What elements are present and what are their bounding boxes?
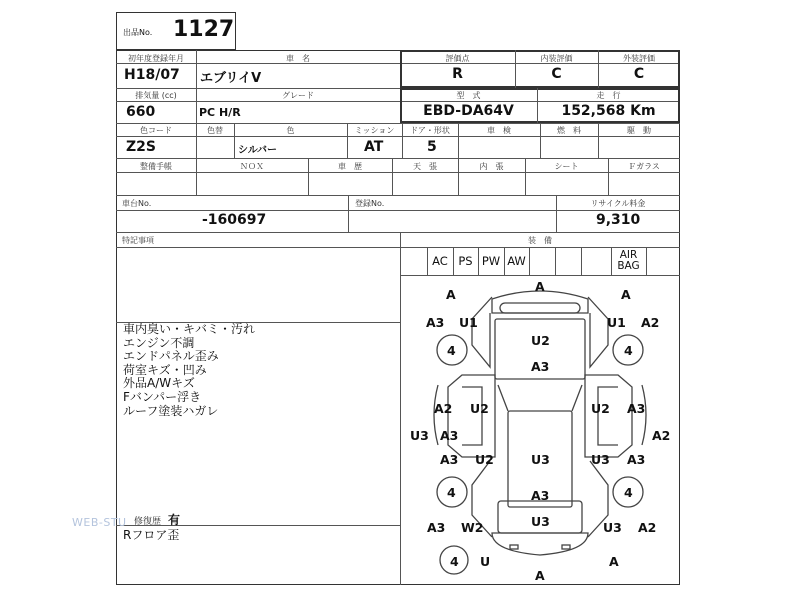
recycle-label: リサイクル料金: [590, 199, 646, 208]
color-code-label: 色コード: [140, 126, 172, 135]
right-front-fender: [588, 297, 608, 367]
repair-history-label: 修復歴: [134, 517, 162, 527]
damage-mark: A3: [531, 488, 550, 503]
damage-mark: A3: [627, 401, 646, 416]
doors-value: 5: [427, 139, 437, 155]
right-side-lines: [598, 387, 618, 445]
lot-number: 1127: [173, 17, 235, 42]
damage-mark: A: [609, 554, 619, 569]
note-line: エンドパネル歪み: [123, 349, 219, 364]
damage-mark: A: [621, 287, 631, 302]
model-label: 型 式: [456, 91, 481, 100]
fuel-label: 燃 料: [557, 126, 581, 135]
grade-value: PC H/R: [199, 106, 241, 119]
damage-mark: A3: [531, 359, 550, 374]
equip-airbag: AIR BAG: [617, 249, 640, 272]
damage-mark: A: [535, 568, 545, 583]
repair-history-value: 有: [168, 513, 181, 527]
color-change-label: 色替: [207, 126, 223, 135]
mileage-value: 152,568 Km: [561, 103, 656, 119]
transmission-value: AT: [364, 139, 384, 155]
seat-label: シート: [554, 162, 579, 171]
equipment-label: 装 備: [528, 236, 552, 245]
damage-mark: A3: [427, 520, 446, 535]
damage-mark: U3: [591, 452, 610, 467]
reg-no-label: 登録No.: [355, 199, 385, 208]
front-grille: [500, 303, 580, 313]
damage-mark: A: [535, 279, 545, 294]
damage-mark: 4: [624, 485, 633, 500]
chassis-label: 車台No.: [122, 199, 152, 208]
damage-mark: U3: [531, 452, 550, 467]
notes-list: [123, 323, 255, 418]
rating-value: R: [452, 66, 463, 82]
damage-mark: A2: [434, 401, 453, 416]
doors-label: ドア・形状: [410, 126, 450, 135]
lot-label: 出品No.: [123, 28, 153, 37]
damage-mark: A3: [440, 428, 459, 443]
equip-ac: AC: [432, 254, 448, 268]
year-label: 初年度登録年月: [128, 54, 184, 63]
damage-mark: U2: [531, 333, 550, 348]
damage-mark: W2: [461, 520, 484, 535]
damage-mark: A: [446, 287, 456, 302]
sunroof-label: 天 張: [413, 162, 437, 171]
rear-bumper: [492, 533, 588, 555]
damage-mark: A2: [638, 520, 657, 535]
note-line: Fバンパー浮き: [123, 389, 202, 404]
left-front-fender: [472, 297, 492, 367]
damage-mark: U1: [607, 315, 626, 330]
note-line: 車内臭い・キバミ・汚れ: [123, 322, 256, 336]
damage-mark: A3: [426, 315, 445, 330]
note-line: ルーフ塗装ハガレ: [123, 403, 219, 418]
damage-mark: 4: [450, 554, 459, 569]
damage-mark: A3: [627, 452, 646, 467]
damage-mark: U3: [603, 520, 622, 535]
interior-lining-label: 内 張: [479, 162, 504, 171]
interior-label: 内装評価: [540, 54, 573, 63]
damage-mark: U2: [591, 401, 610, 416]
equip-ps: PS: [458, 254, 473, 268]
damage-mark: A3: [440, 452, 459, 467]
drive-label: 駆 動: [627, 126, 651, 135]
inspection-label: 車 検: [487, 126, 511, 135]
chassis-value: -160697: [202, 212, 267, 228]
damage-mark: A2: [641, 315, 660, 330]
f-glass-label: Ｆガラス: [628, 162, 660, 171]
equip-aw: AW: [507, 254, 526, 268]
damage-mark: U1: [459, 315, 478, 330]
watermark: WEB-STU: [72, 516, 127, 529]
color-label: 色: [286, 126, 295, 135]
front-bumper-outline: [492, 291, 588, 313]
mileage-label: 走 行: [596, 91, 621, 100]
model-value: EBD-DA64V: [423, 103, 514, 119]
displacement-value: 660: [126, 104, 156, 120]
note-line: 外品A/Wキズ: [123, 376, 195, 391]
left-side-lines: [462, 387, 482, 445]
interior-value: C: [551, 66, 562, 82]
history-label: 車 歴: [338, 162, 362, 171]
damage-mark: U3: [410, 428, 429, 443]
damage-mark: 4: [624, 343, 633, 358]
color-value: シルバー: [238, 145, 278, 156]
notes-label: 特記事項: [122, 236, 154, 245]
year-value: H18/07: [124, 67, 180, 83]
exterior-value: C: [633, 66, 645, 82]
transmission-label: ミッション: [354, 126, 395, 135]
exterior-label: 外装評価: [623, 54, 655, 63]
manual-label: 整備手帳: [140, 162, 172, 171]
damage-mark: 4: [447, 343, 456, 358]
lot-number-box: [116, 12, 236, 50]
nox-label: ＮＯＸ: [240, 162, 264, 171]
rating-label: 評価点: [445, 54, 470, 63]
displacement-label: 排気量 (cc): [135, 91, 177, 100]
grade-label: グレード: [282, 91, 314, 100]
equip-pw: PW: [481, 254, 501, 268]
car-name-label: 車 名: [286, 54, 310, 63]
color-code-value: Z2S: [126, 139, 156, 155]
damage-mark: U2: [470, 401, 489, 416]
damage-mark: 4: [447, 485, 456, 500]
damage-mark: U3: [531, 514, 550, 529]
car-name-value: エブリイV: [200, 71, 262, 86]
damage-mark: A2: [652, 428, 671, 443]
recycle-value: 9,310: [596, 212, 641, 228]
note-line: 荷室キズ・凹み: [123, 362, 207, 377]
repair-history-detail: Rフロア歪: [123, 528, 180, 542]
damage-mark: U: [480, 554, 491, 569]
damage-mark: U2: [475, 452, 494, 467]
note-line: エンジン不調: [123, 335, 195, 350]
